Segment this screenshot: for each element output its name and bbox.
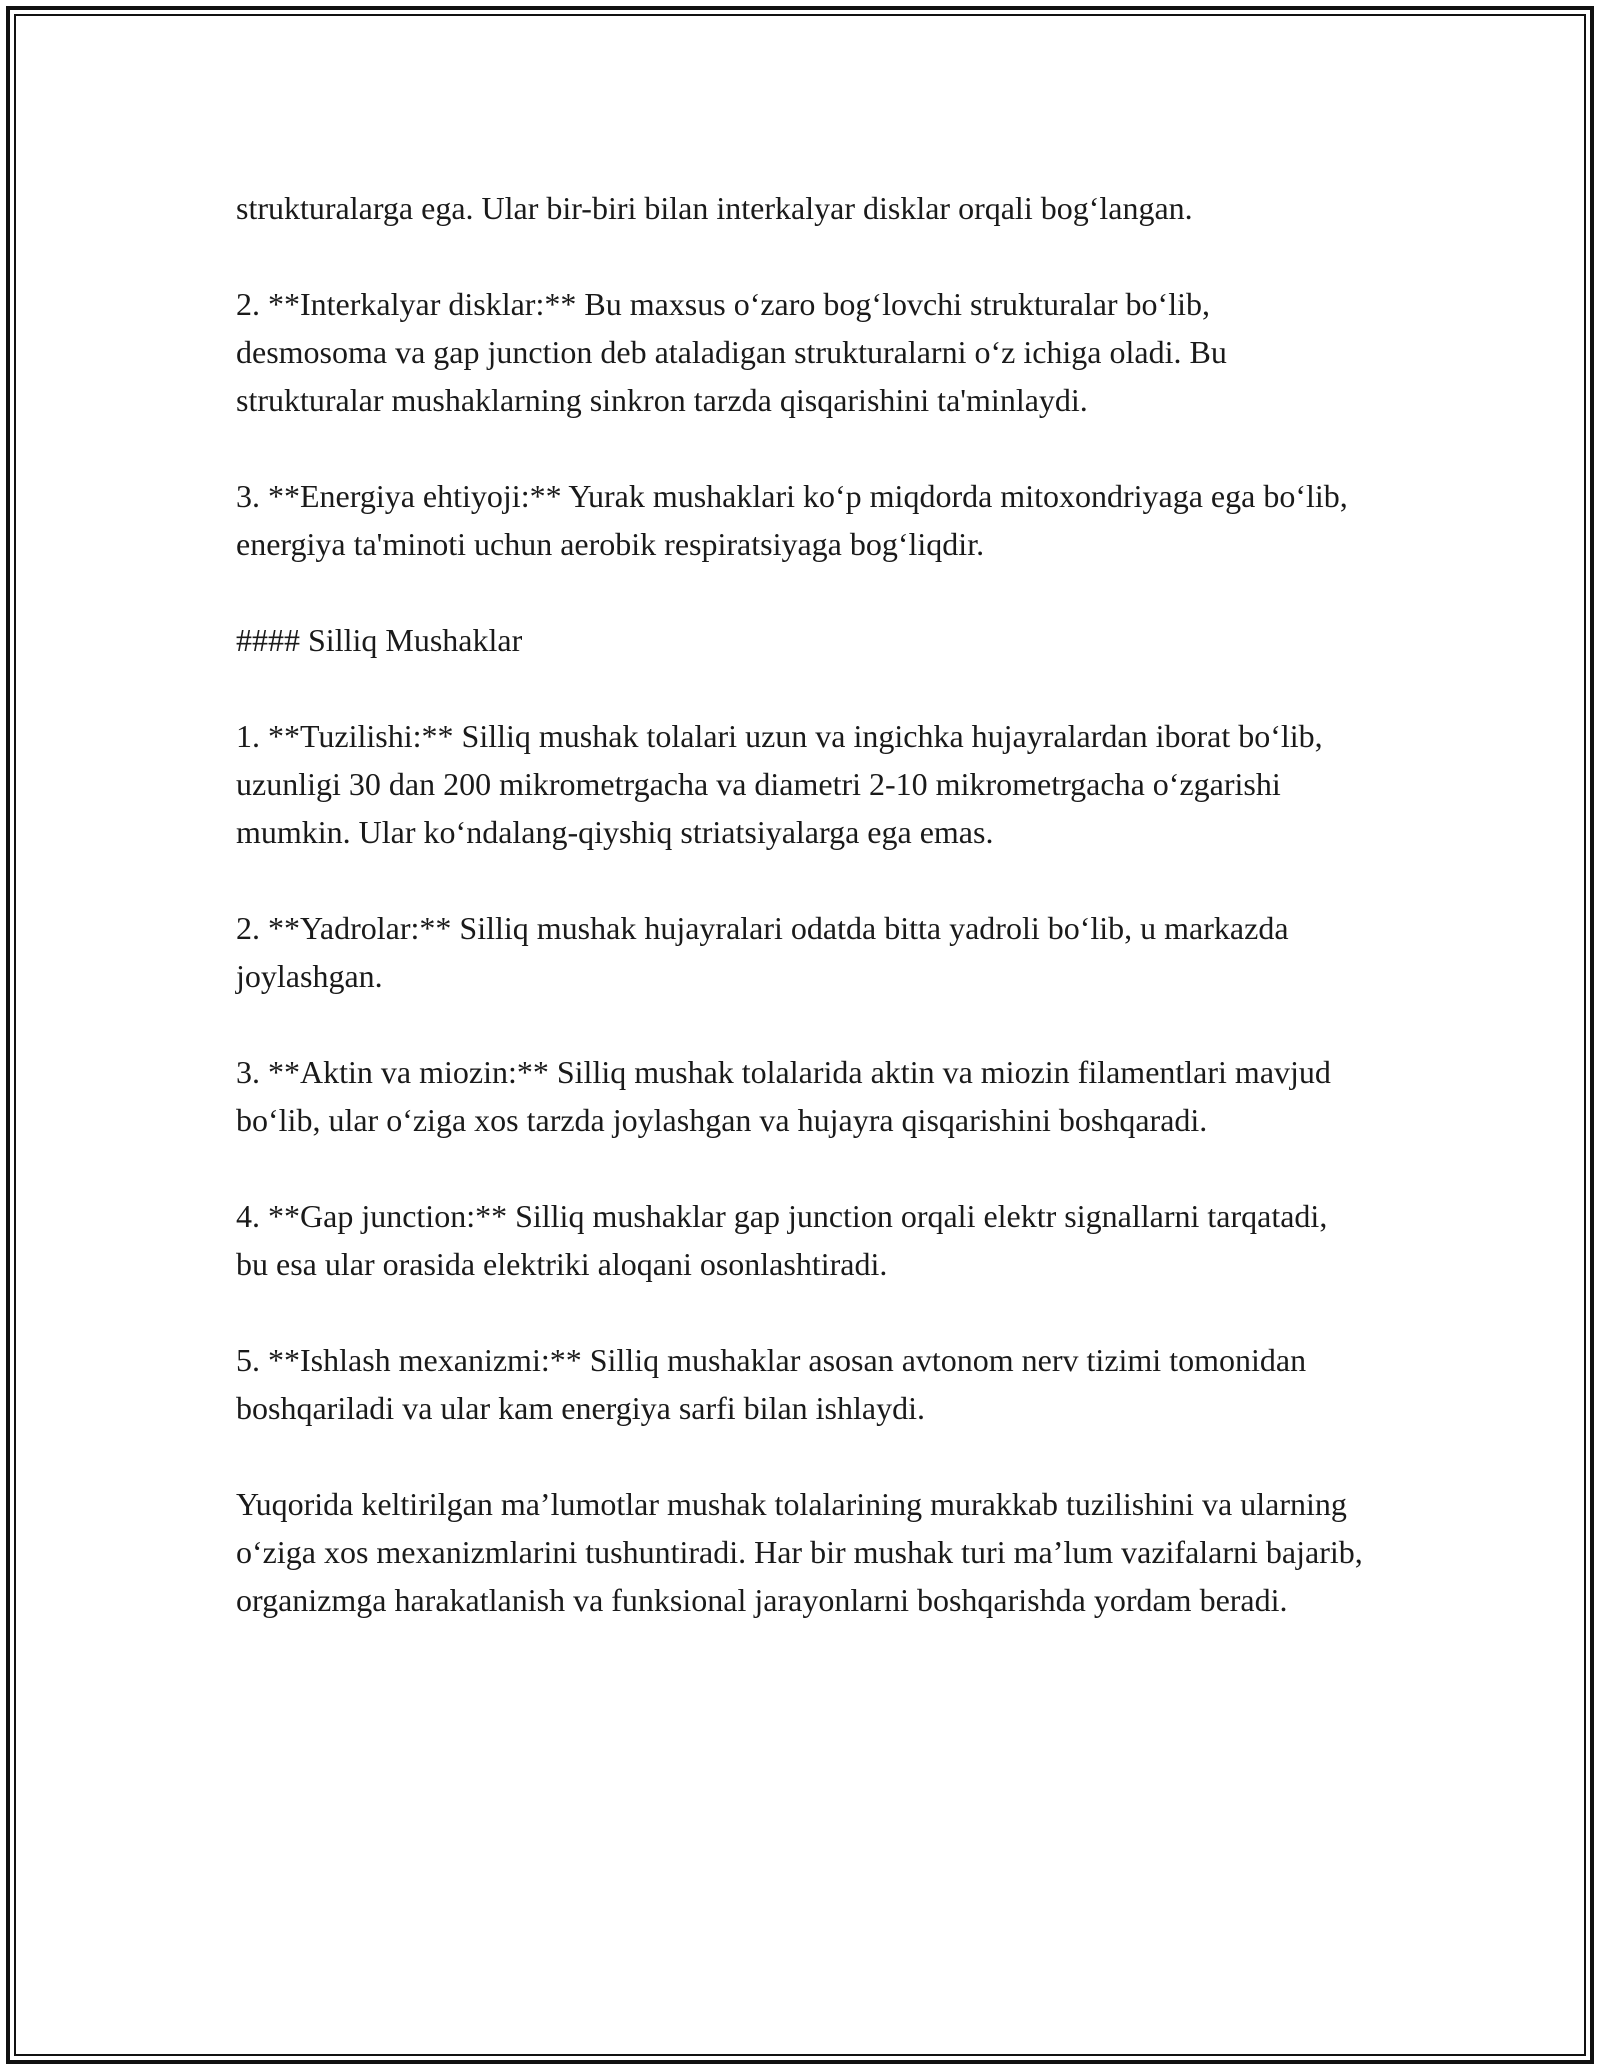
document-body [236, 184, 1366, 1624]
paragraph-energiya-ehtiyoji: 3. **Energiya ehtiyoji:** Yurak mushaklari ko‘p miqdorda mitoxondriyaga ega bo‘lib, energiya ta'minoti uchun aerobik respiratsiyaga bog‘liqdir. [236, 478, 1348, 562]
paragraph-ishlash-mexanizmi: 5. **Ishlash mexanizmi:** Silliq mushaklar asosan avtonom nerv tizimi tomonidan boshqariladi va ular kam energiya sarfi bilan ishlaydi. [236, 1342, 1307, 1426]
paragraph-continuation: strukturalarga ega. Ular bir-biri bilan interkalyar disklar orqali bog‘langan. [236, 190, 1193, 226]
section-heading-silliq-mushaklar: #### Silliq Mushaklar [236, 622, 523, 658]
paragraph-tuzilishi: 1. **Tuzilishi:** Silliq mushak tolalari uzun va ingichka hujayralardan iborat bo‘lib, uzunligi 30 dan 200 mikrometrgacha va diametri 2-10 mikrometrgacha o‘zgarishi mumkin. Ular ko‘ndalang-qiyshiq striatsiyalarga ega emas. [236, 718, 1323, 850]
paragraph-interkalyar-disklar: 2. **Interkalyar disklar:** Bu maxsus o‘zaro bog‘lovchi strukturalar bo‘lib, desmosoma va gap junction deb ataladigan strukturalarni o‘z ichiga oladi. Bu strukturalar mushaklarning sinkron tarzda qisqarishini ta'minlaydi. [236, 286, 1227, 418]
paragraph-gap-junction: 4. **Gap junction:** Silliq mushaklar gap junction orqali elektr signallarni tarqatadi, bu esa ular orasida elektriki aloqani osonlashtiradi. [236, 1198, 1328, 1282]
paragraph-conclusion: Yuqorida keltirilgan ma’lumotlar mushak tolalarining murakkab tuzilishini va ularning o‘ziga xos mexanizmlarini tushuntiradi. Har bir mushak turi ma’lum vazifalarni bajarib, organizmga harakatlanish va funksional jarayonlarni boshqarishda yordam beradi. [236, 1486, 1363, 1618]
paragraph-yadrolar: 2. **Yadrolar:** Silliq mushak hujayralari odatda bitta yadroli bo‘lib, u markazda joylashgan. [236, 910, 1289, 994]
paragraph-aktin-va-miozin: 3. **Aktin va miozin:** Silliq mushak tolalarida aktin va miozin filamentlari mavjud bo‘lib, ular o‘ziga xos tarzda joylashgan va hujayra qisqarishini boshqaradi. [236, 1054, 1331, 1138]
